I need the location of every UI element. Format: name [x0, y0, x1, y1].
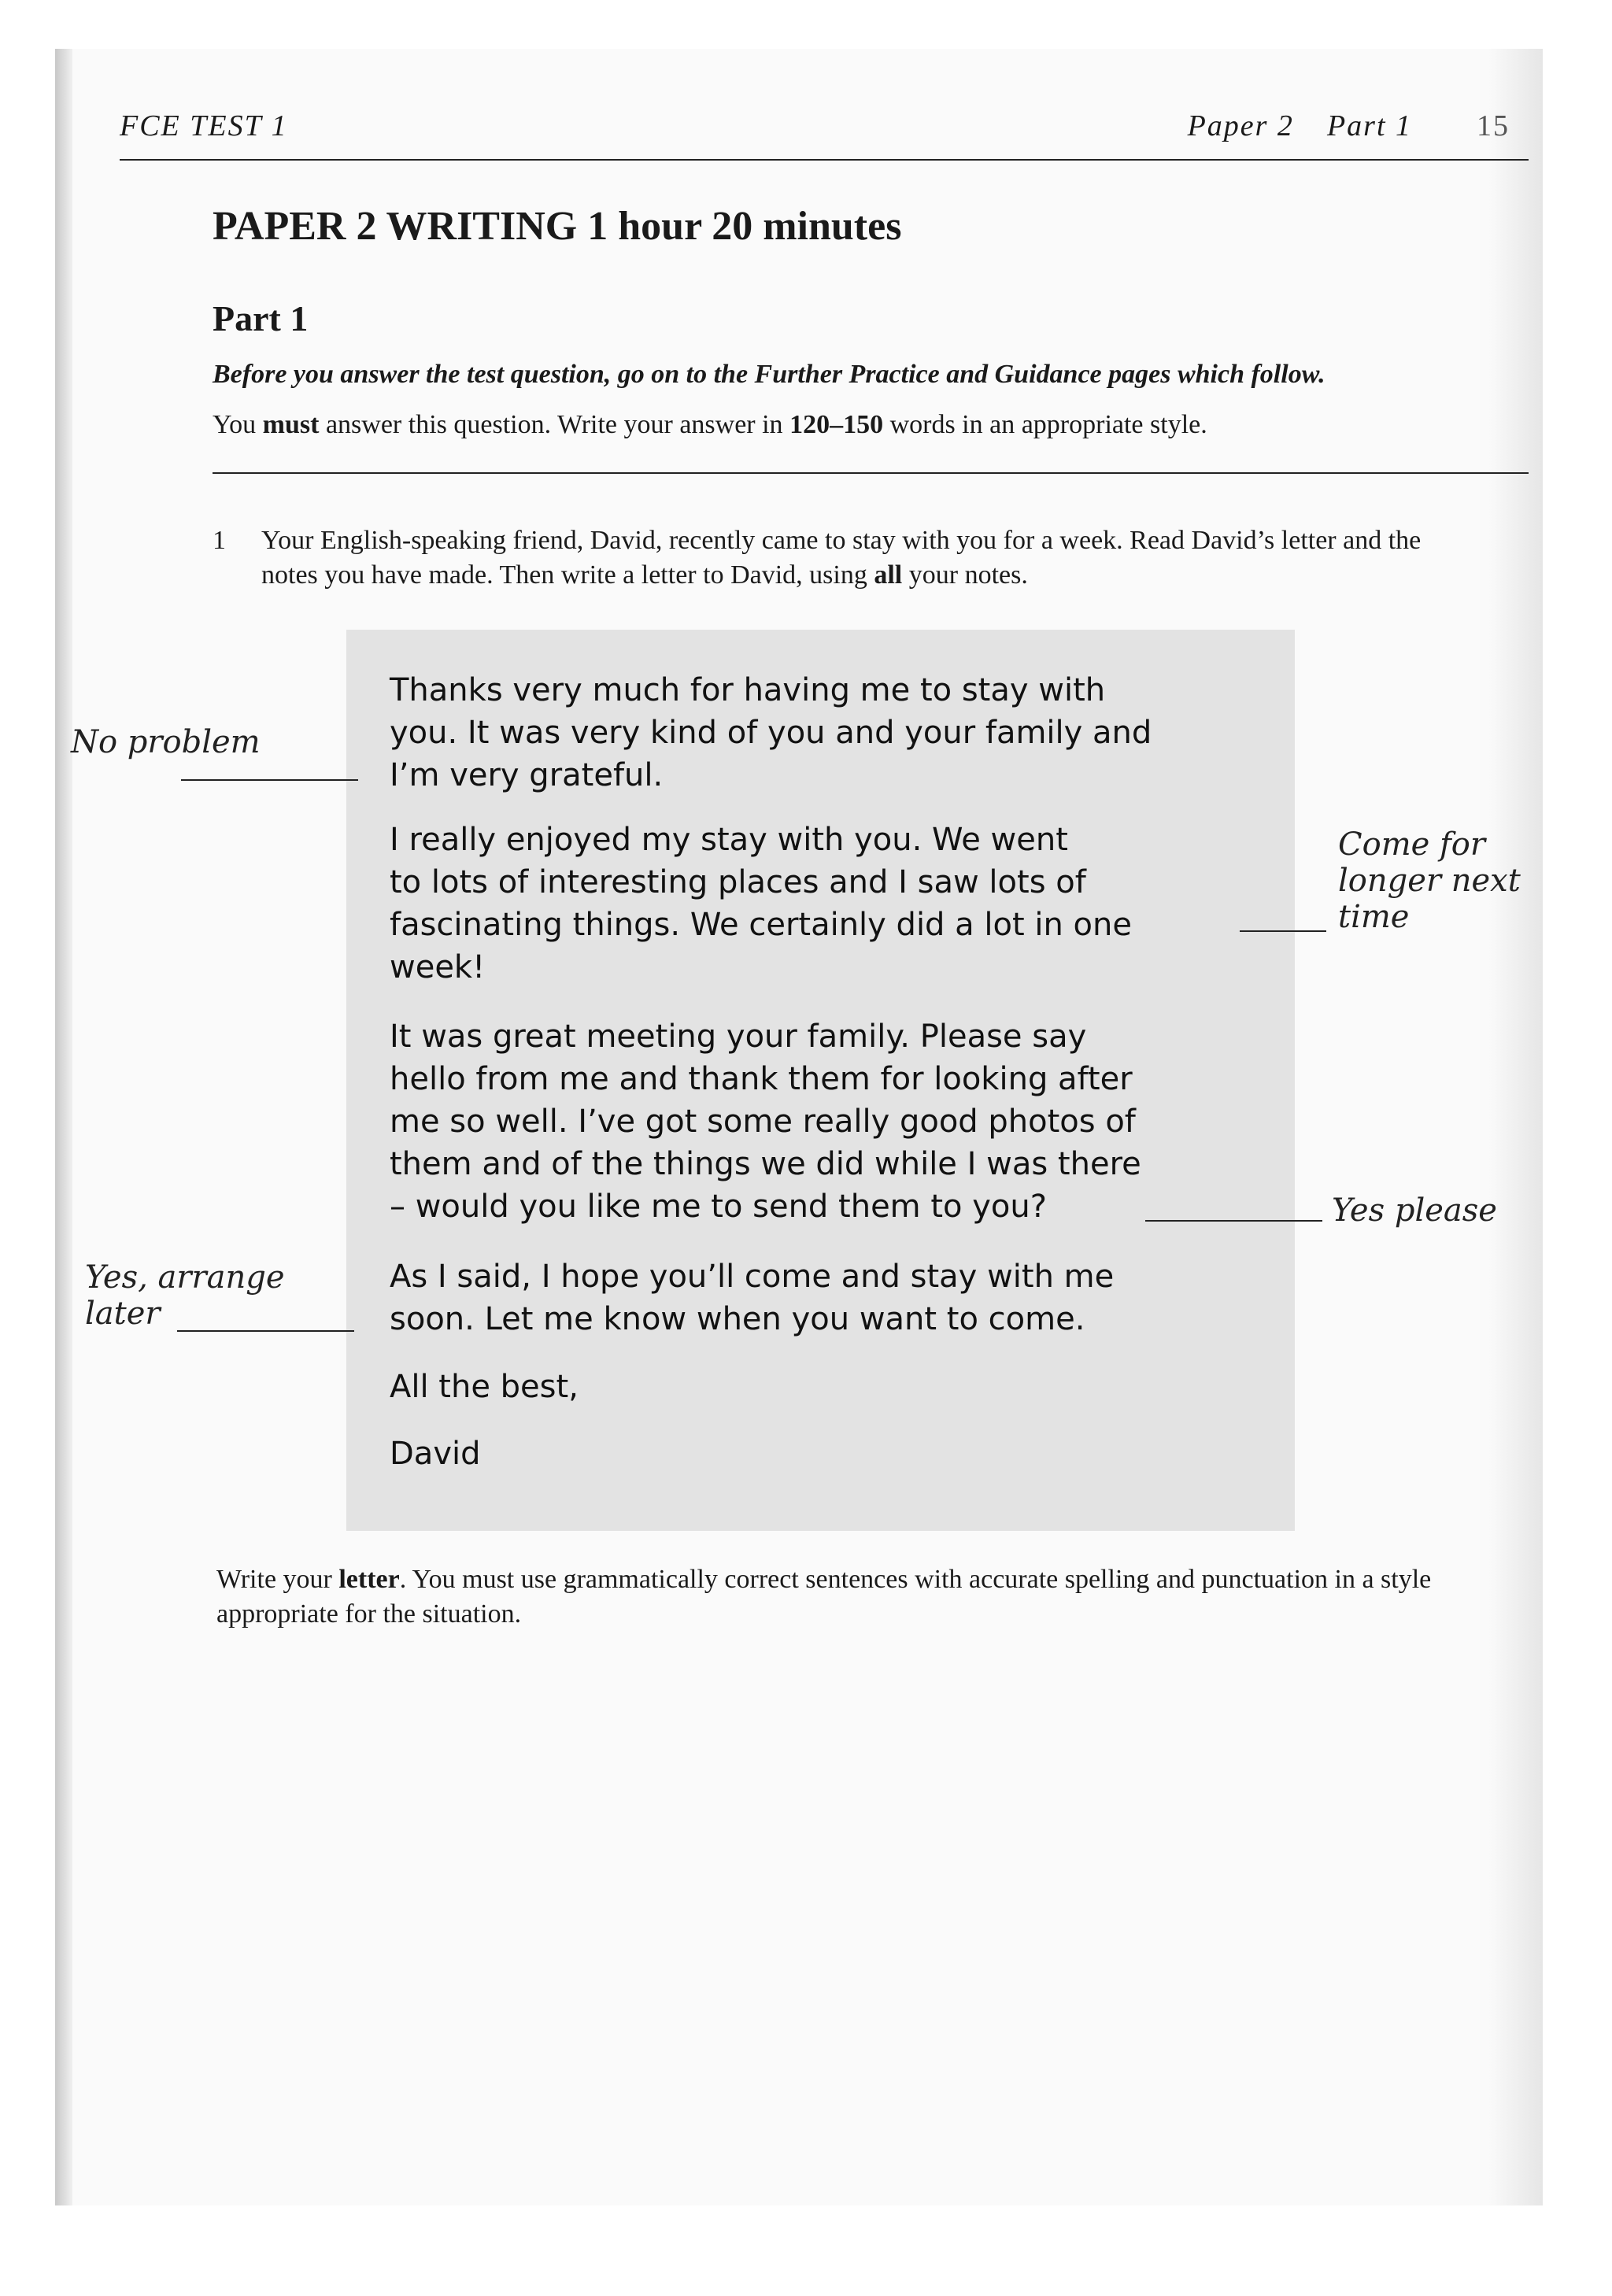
letter-paragraph-2: I really enjoyed my stay with you. We went to lots of interesting places and I saw lots of fascinating things. We certainly did a lot in one week!	[390, 822, 1132, 985]
note-line-come-longer	[1240, 930, 1326, 932]
note-line-arrange-later	[177, 1330, 354, 1332]
running-header-paper: Paper 2	[1187, 109, 1294, 142]
all-emphasis: all	[874, 560, 903, 590]
note-come-longer: Come for longer next time	[1338, 826, 1521, 935]
letter-closing: All the best,	[390, 1369, 579, 1405]
letter-emphasis: letter	[338, 1565, 400, 1594]
note-yes-please: Yes please	[1332, 1192, 1497, 1229]
note-arrange-later: Yes, arrange later	[85, 1259, 285, 1332]
page-number: 15	[1477, 109, 1510, 142]
instruction-rule	[213, 472, 1529, 474]
letter-signature: David	[390, 1436, 481, 1472]
guidance-instruction: Before you answer the test question, go on to the Further Practice and Guidance pages which follow.	[213, 360, 1325, 389]
note-no-problem: No problem	[71, 724, 261, 760]
page-title: PAPER 2 WRITING 1 hour 20 minutes	[213, 204, 902, 249]
page-edge-shade	[1488, 49, 1543, 2205]
part-heading: Part 1	[213, 298, 309, 338]
note-line-no-problem	[181, 779, 358, 781]
letter-paragraph-3: It was great meeting your family. Please say hello from me and thank them for looking after me so well. I’ve got some really good photos of them and of the things we did while I was there – would you like me to send them to you?	[390, 1019, 1141, 1225]
binding-shadow	[55, 49, 72, 2205]
question-number: 1	[213, 526, 226, 555]
running-header-part: Part 1	[1326, 109, 1412, 142]
running-header-right	[1188, 109, 1510, 143]
header-rule	[120, 159, 1529, 161]
must-emphasis: must	[262, 410, 320, 439]
word-range: 120–150	[789, 410, 884, 439]
letter-paragraph-1: Thanks very much for having me to stay with you. It was very kind of you and your family and I’m very grateful.	[390, 672, 1152, 793]
question-text: Your English-speaking friend, David, recently came to stay with you for a week. Read David’s letter and the notes you have made. Then write a letter to David, using all your notes.	[261, 526, 1422, 590]
letter-paragraph-4: As I said, I hope you’ll come and stay with me soon. Let me know when you want to come.	[390, 1259, 1115, 1337]
running-header-test: FCE TEST 1	[120, 109, 288, 142]
writing-instruction: Write your letter. You must use grammatically correct sentences with accurate spelling and punctuation in a style appropriate for the situation.	[216, 1565, 1432, 1629]
note-line-yes-please	[1145, 1220, 1322, 1222]
word-count-instruction: You must answer this question. Write your answer in 120–150 words in an appropriate style.	[213, 410, 1207, 439]
